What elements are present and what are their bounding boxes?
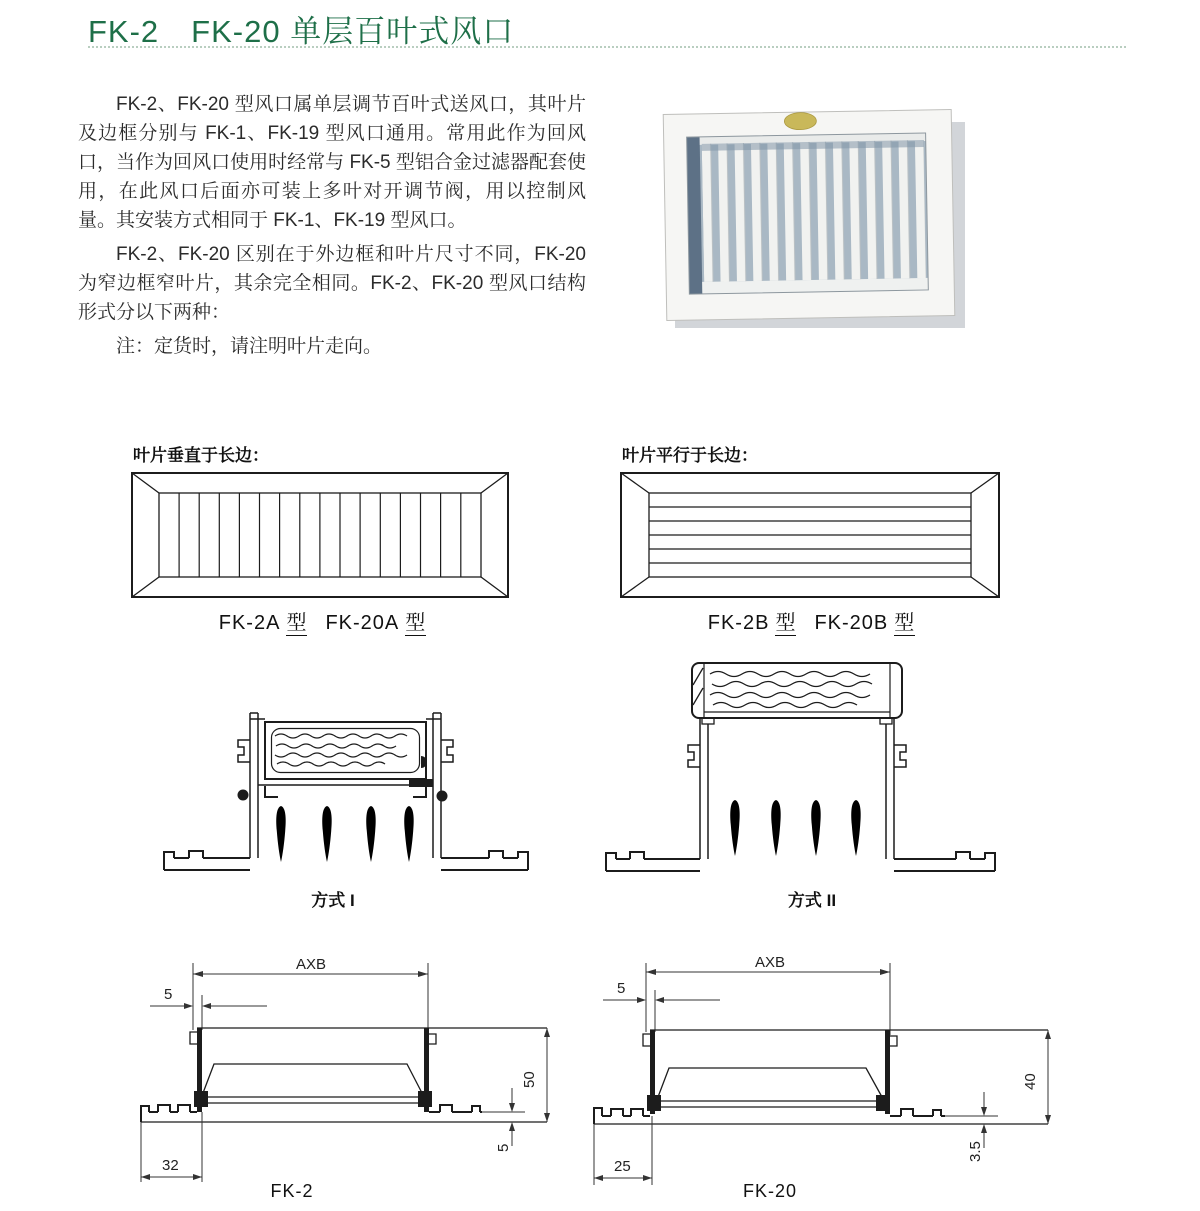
section-a-heading: 叶片垂直于长边： — [133, 446, 269, 465]
profile-body — [594, 1030, 1048, 1124]
diagram-b-label-type2: 型 — [894, 612, 916, 634]
intro-paragraph-1: FK-2、FK-20 型风口属单层调节百叶式送风口，其叶片及边框分别与 FK-1、FK-19 型风口通用。常用此作为回风口，当作为回风口使用时经常与 FK-5 型铝合金过滤器配套使用，在此风口后面亦可装上多叶对开调节阀，用以控制风量。其安装方式相同于 FK-1、FK-19 型风口。 — [78, 94, 586, 231]
title-rule-divider — [88, 46, 1126, 48]
dimension-drawing-fk2 — [130, 950, 570, 1202]
dimension-drawing-fk20 — [585, 950, 1065, 1202]
vertical-blades-a — [179, 493, 461, 577]
product-photo — [653, 90, 973, 338]
airflow-blades — [730, 800, 860, 856]
diagram-b-label — [614, 606, 1009, 635]
intro-note: 注：定货时，请注明叶片走向。 — [116, 336, 383, 357]
diagram-fk2b-grille — [614, 466, 1009, 606]
dim-axb-text: AXB — [296, 956, 327, 973]
diagram-b-label-model2: FK-20B — [814, 612, 889, 634]
dimension-lip-5 — [603, 980, 720, 1032]
dim-thickness-text: 3.5 — [967, 1141, 984, 1162]
diagram-a-label-model2: FK-20A — [325, 612, 400, 634]
frame-shelf — [238, 779, 448, 802]
diagram-a-label — [125, 606, 520, 635]
mounting-hooks — [688, 745, 906, 767]
airflow-blades — [276, 806, 413, 862]
dimension-axb — [193, 956, 428, 1035]
dim-lip-text: 5 — [164, 986, 173, 1003]
dimension-thickness-35 — [967, 1092, 987, 1162]
diagram-a-label-model1: FK-2A — [218, 612, 281, 634]
dim-flange-text: 25 — [614, 1158, 631, 1175]
cross-section-method-1 — [155, 655, 545, 895]
method-2-label: 方式 II — [787, 891, 837, 910]
dimension-height-50 — [521, 1028, 550, 1122]
section-b-heading: 叶片平行于长边： — [622, 446, 758, 465]
frame-walls — [700, 718, 894, 859]
intro-paragraph-2: FK-2、FK-20 区别在于外边框和叶片尺寸不同，FK-20 为窄边框窄叶片，其余完全相同。FK-2、FK-20 型风口结构形式分以下两种： — [78, 244, 586, 323]
dim-thickness-text: 5 — [495, 1143, 512, 1152]
intro-text-block — [78, 90, 586, 366]
mounting-hooks — [238, 740, 453, 762]
page-title: FK-2 FK-20 单层百叶式风口 — [88, 14, 515, 49]
dimension-lip-5 — [150, 986, 267, 1030]
dim-height-text: 50 — [521, 1071, 538, 1088]
ceiling-flanges — [164, 851, 528, 870]
grille-vertical-bars — [702, 140, 926, 282]
dimension-thickness-5 — [495, 1088, 515, 1152]
dimension-height-40 — [1022, 1030, 1051, 1124]
profile-body — [141, 1028, 547, 1122]
dimension-axb — [646, 954, 890, 1035]
filter-element — [692, 663, 902, 724]
horizontal-blades-b — [649, 507, 971, 563]
method-1-label: 方式 I — [311, 891, 355, 910]
diagram-a-label-type2: 型 — [405, 612, 427, 634]
dim-flange-text: 32 — [162, 1157, 179, 1174]
diagram-a-label-type1: 型 — [286, 612, 308, 634]
gold-badge-icon — [784, 112, 816, 130]
vent-body — [663, 110, 955, 321]
ceiling-flanges — [606, 852, 995, 871]
diagram-b-label-type1: 型 — [775, 612, 797, 634]
dim-height-text: 40 — [1022, 1073, 1039, 1090]
drawing-fk20-name: FK-20 — [742, 1181, 798, 1201]
dim-lip-text: 5 — [617, 980, 626, 997]
diagram-b-label-model1: FK-2B — [707, 612, 770, 634]
filter-element — [265, 722, 427, 779]
dimension-flange-25 — [594, 1116, 652, 1185]
dim-axb-text: AXB — [755, 954, 786, 971]
drawing-fk2-name: FK-2 — [270, 1181, 314, 1201]
diagram-fk2a-grille — [125, 466, 520, 606]
cross-section-method-2 — [600, 655, 1000, 895]
